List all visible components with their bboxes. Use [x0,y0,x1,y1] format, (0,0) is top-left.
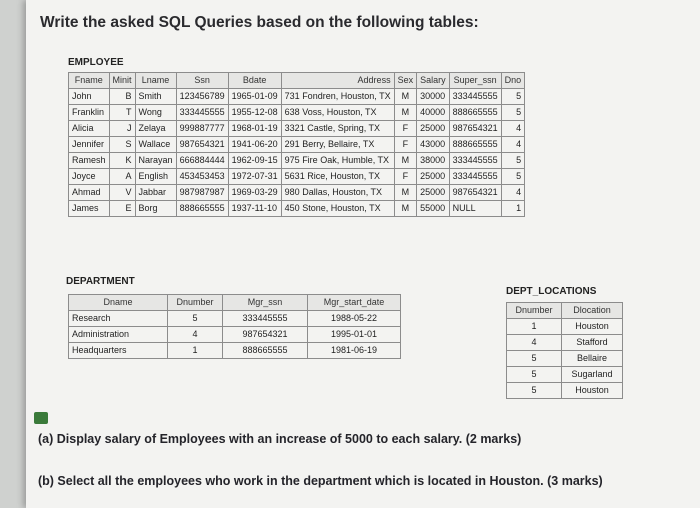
department-table-title: DEPARTMENT [66,276,135,287]
employee-col-address: Address [281,73,394,89]
cell: T [109,105,135,121]
cell: Headquarters [69,343,168,359]
dept-locations-table-title: DEPT_LOCATIONS [506,286,597,297]
cell: 30000 [417,89,450,105]
employee-table-title: EMPLOYEE [68,57,124,68]
cell: Jabbar [135,185,176,201]
cell: 1988-05-22 [308,311,401,327]
cell: Administration [69,327,168,343]
department-col-mgr-start-date: Mgr_start_date [308,295,401,311]
cell: James [69,201,110,217]
cell: Joyce [69,169,110,185]
cell: 1965-01-09 [228,89,281,105]
table-row [69,311,401,327]
cell: 4 [507,335,562,351]
document-page [26,0,700,508]
cell: 888665555 [449,105,501,121]
cell: Borg [135,201,176,217]
table-row [69,105,525,121]
table-row [69,201,525,217]
department-header-row [69,295,401,311]
cell: 1 [168,343,223,359]
cell: M [394,153,417,169]
table-row [69,169,525,185]
cell: V [109,185,135,201]
employee-col-dno: Dno [501,73,525,89]
cell: Smith [135,89,176,105]
cell: 5 [168,311,223,327]
cell: 25000 [417,169,450,185]
table-row [69,343,401,359]
cell: Narayan [135,153,176,169]
cell: 888665555 [449,137,501,153]
dept-locations-table [506,302,623,399]
cell: 38000 [417,153,450,169]
cell: Wallace [135,137,176,153]
employee-col-salary: Salary [417,73,450,89]
employee-col-lname: Lname [135,73,176,89]
cell: Bellaire [562,351,623,367]
cell: Franklin [69,105,110,121]
table-row [69,153,525,169]
cell: 987987987 [176,185,228,201]
question-a: (a) Display salary of Employees with an increase of 5000 to each salary. (2 marks) [38,432,522,446]
cell: 5 [501,169,525,185]
cell: NULL [449,201,501,217]
cell: 888665555 [223,343,308,359]
cell: 987654321 [176,137,228,153]
cell: 5 [507,351,562,367]
employee-col-minit: Minit [109,73,135,89]
cell: 450 Stone, Houston, TX [281,201,394,217]
cell: 999887777 [176,121,228,137]
department-table [68,294,401,359]
cell: B [109,89,135,105]
cell: 333445555 [176,105,228,121]
cell: 25000 [417,185,450,201]
table-row [69,327,401,343]
table-row [69,185,525,201]
cell: 4 [501,185,525,201]
table-row [507,367,623,383]
cell: 333445555 [223,311,308,327]
table-row [507,351,623,367]
cell: M [394,89,417,105]
cell: Ramesh [69,153,110,169]
employee-col-fname: Fname [69,73,110,89]
cell: Jennifer [69,137,110,153]
cell: 980 Dallas, Houston, TX [281,185,394,201]
cell: 1 [501,201,525,217]
cell: 55000 [417,201,450,217]
cell: 666884444 [176,153,228,169]
question-b: (b) Select all the employees who work in the department which is located in Houston. (3 marks) [38,474,603,488]
cell: Sugarland [562,367,623,383]
employee-col-ssn: Ssn [176,73,228,89]
cell: 3321 Castle, Spring, TX [281,121,394,137]
cell: 987654321 [449,185,501,201]
cell: 333445555 [449,153,501,169]
cell: 1941-06-20 [228,137,281,153]
dept-locations-col-dlocation: Dlocation [562,303,623,319]
cell: English [135,169,176,185]
cell: M [394,201,417,217]
cell: K [109,153,135,169]
cell: 888665555 [176,201,228,217]
cell: M [394,185,417,201]
cell: 987654321 [223,327,308,343]
table-row [69,137,525,153]
cell: 5631 Rice, Houston, TX [281,169,394,185]
employee-table [68,72,525,217]
dept-locations-header-row [507,303,623,319]
department-col-mgr-ssn: Mgr_ssn [223,295,308,311]
cell: 5 [501,105,525,121]
cell: 5 [501,153,525,169]
table-row [69,89,525,105]
cell: 638 Voss, Houston, TX [281,105,394,121]
cell: 975 Fire Oak, Humble, TX [281,153,394,169]
page-title: Write the asked SQL Queries based on the following tables: [40,14,479,31]
cell: Wong [135,105,176,121]
cell: F [394,169,417,185]
cell: 1 [507,319,562,335]
cell: S [109,137,135,153]
employee-col-super-ssn: Super_ssn [449,73,501,89]
cell: 5 [507,383,562,399]
cell: F [394,121,417,137]
cell: 1972-07-31 [228,169,281,185]
cell: 291 Berry, Bellaire, TX [281,137,394,153]
cell: A [109,169,135,185]
employee-col-sex: Sex [394,73,417,89]
cell: 5 [507,367,562,383]
cell: 5 [501,89,525,105]
cell: 1968-01-19 [228,121,281,137]
cell: 731 Fondren, Houston, TX [281,89,394,105]
cell: 4 [501,137,525,153]
cell: John [69,89,110,105]
table-row [507,383,623,399]
department-col-dnumber: Dnumber [168,295,223,311]
cell: 1969-03-29 [228,185,281,201]
table-row [507,319,623,335]
cell: F [394,137,417,153]
cell: 987654321 [449,121,501,137]
cell: 25000 [417,121,450,137]
department-col-dname: Dname [69,295,168,311]
cell: 333445555 [449,89,501,105]
cell: 1981-06-19 [308,343,401,359]
cell: Houston [562,319,623,335]
cell: 43000 [417,137,450,153]
cell: 4 [501,121,525,137]
cell: Houston [562,383,623,399]
cell: Ahmad [69,185,110,201]
cell: J [109,121,135,137]
cell: Research [69,311,168,327]
cell: Zelaya [135,121,176,137]
cell: 4 [168,327,223,343]
cell: Stafford [562,335,623,351]
cell: 1962-09-15 [228,153,281,169]
cell: M [394,105,417,121]
cell: 1995-01-01 [308,327,401,343]
cell: E [109,201,135,217]
selection-marker-icon [34,412,48,424]
cell: Alicia [69,121,110,137]
cell: 123456789 [176,89,228,105]
cell: 1955-12-08 [228,105,281,121]
dept-locations-col-dnumber: Dnumber [507,303,562,319]
table-row [507,335,623,351]
employee-col-bdate: Bdate [228,73,281,89]
cell: 333445555 [449,169,501,185]
employee-header-row [69,73,525,89]
table-row [69,121,525,137]
cell: 453453453 [176,169,228,185]
cell: 40000 [417,105,450,121]
cell: 1937-11-10 [228,201,281,217]
